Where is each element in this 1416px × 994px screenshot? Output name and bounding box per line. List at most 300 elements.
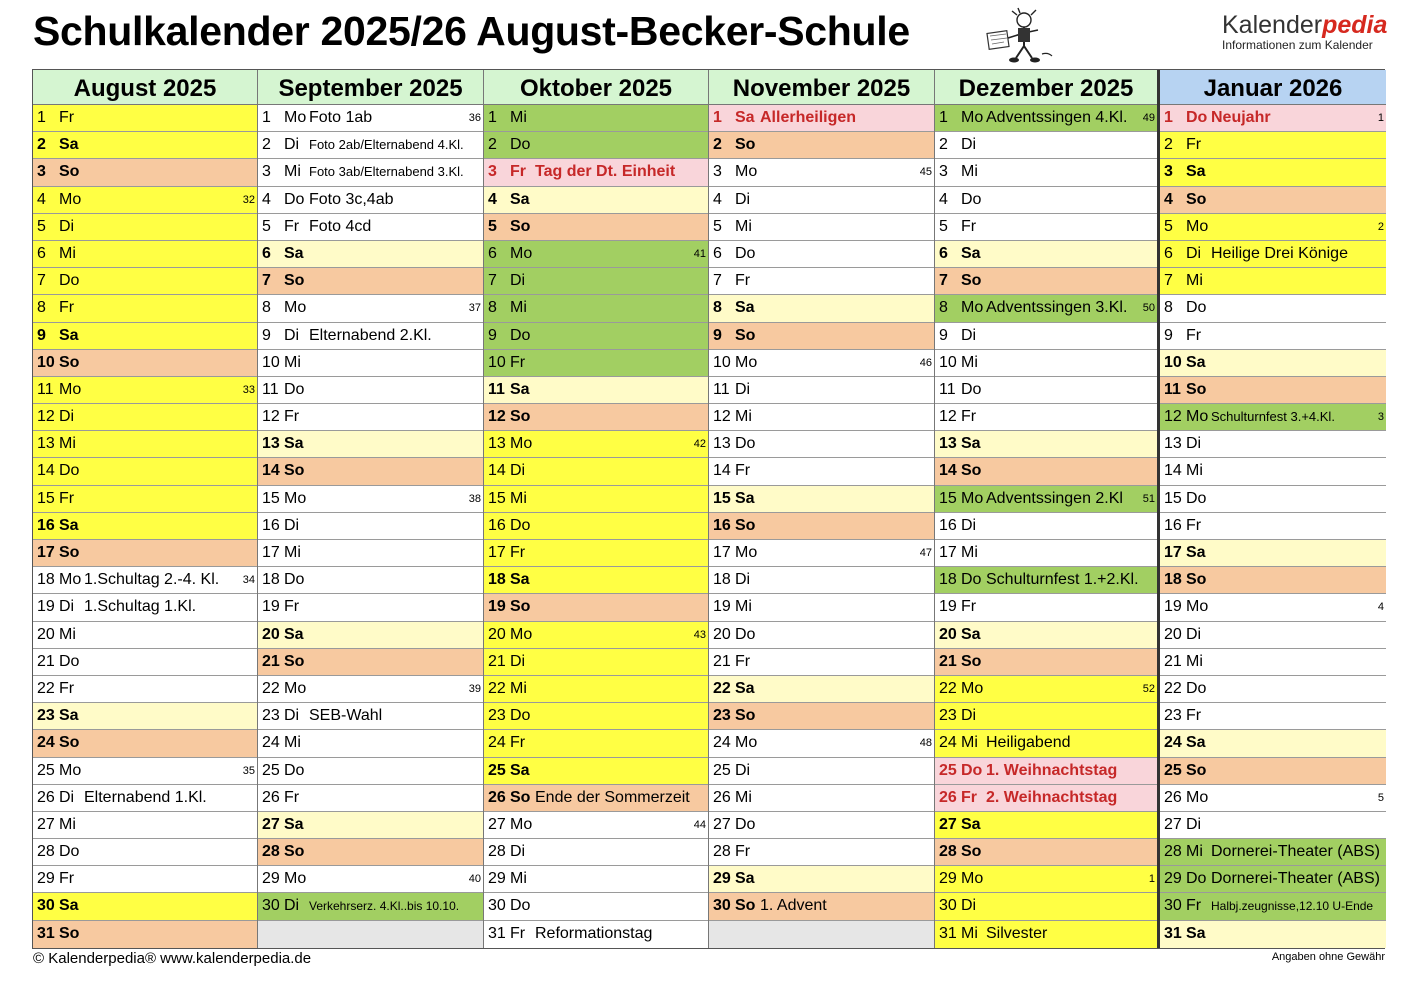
- weekday: Fr: [59, 679, 75, 697]
- day-number: 13: [488, 435, 506, 453]
- day-row: [33, 241, 257, 268]
- day-row: [258, 758, 483, 785]
- event-label: 1.Schultag 1.Kl.: [84, 598, 197, 616]
- day-number: 29: [488, 870, 506, 888]
- weekday: Fr: [510, 353, 526, 371]
- day-row: [33, 567, 257, 594]
- day-row: [709, 295, 934, 322]
- day-number: 16: [488, 516, 506, 534]
- weekday: Mi: [1186, 652, 1203, 670]
- day-number: 9: [37, 326, 46, 344]
- weekday: Mo: [59, 190, 82, 208]
- weekday: Di: [1186, 244, 1202, 262]
- day-row: [258, 187, 483, 214]
- day-row: [935, 431, 1157, 458]
- day-row: [935, 350, 1157, 377]
- weekday: Di: [510, 652, 526, 670]
- weekday: Di: [284, 897, 300, 915]
- day-row: [935, 758, 1157, 785]
- weekday: Fr: [961, 217, 977, 235]
- weekday: Mi: [961, 734, 978, 752]
- day-row: [1160, 866, 1386, 893]
- day-number: 11: [939, 380, 956, 398]
- day-number: 11: [1164, 380, 1181, 398]
- weekday: Sa: [1186, 544, 1206, 561]
- day-row: [709, 350, 934, 377]
- weekday: Mi: [59, 815, 76, 833]
- weekday: So: [1186, 571, 1207, 589]
- day-number: 22: [488, 679, 506, 697]
- weekday: So: [1186, 761, 1207, 779]
- day-number: 2: [1164, 136, 1173, 154]
- day-row: [709, 431, 934, 458]
- day-number: 17: [488, 544, 506, 561]
- day-row: [258, 323, 483, 350]
- weekday: Mo: [735, 734, 758, 752]
- weekday: Do: [735, 435, 756, 453]
- day-row: [935, 268, 1157, 295]
- day-number: 21: [262, 652, 280, 670]
- day-number: 26: [1164, 788, 1182, 806]
- weekday: Mi: [735, 408, 752, 426]
- weekday: Mo: [961, 679, 984, 697]
- day-row: [33, 132, 257, 159]
- day-number: 3: [1164, 163, 1173, 181]
- day-number: 11: [713, 380, 730, 398]
- weekday: Di: [510, 462, 526, 480]
- day-row: [709, 594, 934, 621]
- event-label: Ende der Sommerzeit: [535, 788, 690, 806]
- day-row: [709, 567, 934, 594]
- holiday-label: 1. Weihnachtstag: [986, 761, 1118, 779]
- day-number: 24: [262, 734, 280, 752]
- day-row: [1160, 241, 1386, 268]
- day-number: 20: [1164, 625, 1182, 643]
- day-number: 25: [713, 761, 731, 779]
- day-number: 18: [488, 571, 506, 589]
- day-number: 29: [713, 870, 731, 888]
- day-row: [33, 730, 257, 757]
- day-row: [258, 594, 483, 621]
- day-row: [709, 214, 934, 241]
- event-label: Halbj.zeugnisse,12.10 U-Ende: [1211, 899, 1374, 914]
- weekday: Mo: [735, 353, 758, 371]
- weekday: Fr: [961, 598, 977, 616]
- weekday: So: [735, 516, 756, 534]
- weekday: Di: [961, 136, 977, 154]
- weekday: Mo: [59, 380, 82, 398]
- weekday: Fr: [284, 598, 300, 616]
- weekday: Mi: [961, 924, 978, 942]
- page-title: Schulkalender 2025/26 August-Becker-Schule: [33, 8, 910, 54]
- day-row: [1160, 758, 1386, 785]
- day-row: [1160, 785, 1386, 812]
- weekday: Sa: [59, 707, 79, 725]
- weekday: So: [510, 408, 531, 426]
- day-number: 23: [713, 707, 731, 725]
- week-number: 1: [1148, 873, 1155, 886]
- day-number: 27: [939, 815, 957, 833]
- weekday: Fr: [59, 109, 75, 126]
- day-row: [258, 132, 483, 159]
- day-row: [935, 486, 1157, 513]
- day-number: 11: [262, 380, 279, 398]
- weekday: So: [59, 163, 80, 181]
- day-row: [935, 622, 1157, 649]
- day-number: 7: [37, 272, 46, 290]
- weekday: Fr: [510, 924, 526, 942]
- day-number: 10: [713, 353, 731, 371]
- weekday: Mi: [735, 598, 752, 616]
- day-row: [484, 187, 708, 214]
- day-number: 3: [262, 163, 271, 181]
- weekday: Mo: [961, 109, 984, 126]
- day-row: [935, 241, 1157, 268]
- day-row: [484, 839, 708, 866]
- day-row: [709, 105, 934, 132]
- weekday: Do: [510, 897, 531, 915]
- day-number: 15: [37, 489, 55, 507]
- week-number: 34: [242, 574, 255, 587]
- day-row: [709, 132, 934, 159]
- day-row: [33, 295, 257, 322]
- day-number: 17: [1164, 544, 1182, 561]
- event-label: Adventssingen 3.Kl.: [986, 299, 1128, 317]
- day-row: [1160, 431, 1386, 458]
- weekday: Do: [961, 190, 982, 208]
- weekday: Mo: [510, 435, 533, 453]
- day-number: 10: [488, 353, 506, 371]
- day-row: [258, 893, 483, 920]
- day-number: 3: [713, 163, 722, 181]
- day-number: 13: [37, 435, 55, 453]
- day-number: 22: [37, 679, 55, 697]
- day-row: [33, 839, 257, 866]
- weekday: Di: [961, 516, 977, 534]
- day-number: 30: [939, 897, 957, 915]
- day-number: 13: [713, 435, 731, 453]
- day-number: 19: [939, 598, 957, 616]
- day-row: [1160, 268, 1386, 295]
- day-number: 2: [713, 136, 722, 154]
- weekday: Fr: [1186, 136, 1202, 154]
- day-number: 24: [713, 734, 731, 752]
- day-row: [935, 921, 1157, 948]
- day-number: 21: [939, 652, 957, 670]
- day-row: [935, 893, 1157, 920]
- weekday: Sa: [735, 299, 755, 317]
- day-row: [484, 758, 708, 785]
- event-label: Elternabend 2.Kl.: [309, 326, 432, 344]
- day-row: [33, 431, 257, 458]
- event-label: Foto 3ab/Elternabend 3.Kl.: [309, 164, 464, 180]
- month-header: August 2025: [33, 70, 257, 105]
- day-number: 3: [37, 163, 46, 181]
- day-row: [258, 676, 483, 703]
- weekday: Mi: [961, 163, 978, 181]
- day-number: 6: [1164, 244, 1173, 262]
- day-number: 7: [262, 272, 271, 290]
- weekday: Fr: [510, 544, 526, 561]
- day-row: [33, 812, 257, 839]
- day-row: [1160, 458, 1386, 485]
- weekday: Fr: [59, 489, 75, 507]
- day-number: 3: [488, 163, 497, 181]
- day-row: [33, 866, 257, 893]
- weekday: Sa: [510, 571, 530, 589]
- day-number: 4: [37, 190, 46, 208]
- day-row: [709, 785, 934, 812]
- weekday: Mo: [961, 870, 984, 888]
- day-row: [258, 295, 483, 322]
- day-number: 26: [488, 788, 506, 806]
- day-row: [258, 377, 483, 404]
- weekday: Fr: [1186, 516, 1202, 534]
- weekday: Fr: [1186, 897, 1202, 915]
- day-row: [258, 241, 483, 268]
- weekday: Mo: [284, 109, 307, 126]
- month-column: [935, 70, 1160, 948]
- weekday: Fr: [284, 788, 300, 806]
- day-number: 24: [1164, 734, 1182, 752]
- day-number: 18: [37, 571, 55, 589]
- weekday: Do: [1186, 489, 1207, 507]
- weekday: Mo: [1186, 408, 1209, 426]
- weekday: Mi: [510, 679, 527, 697]
- day-number: 1: [939, 109, 948, 126]
- day-row: [935, 866, 1157, 893]
- month-header: Oktober 2025: [484, 70, 708, 105]
- day-number: 30: [37, 897, 55, 915]
- weekday: Do: [59, 843, 80, 861]
- day-row: [33, 622, 257, 649]
- event-label: Dornerei-Theater (ABS): [1211, 870, 1380, 888]
- day-row: [484, 268, 708, 295]
- day-row: [484, 622, 708, 649]
- weekday: Di: [1186, 625, 1202, 643]
- weekday: Sa: [1186, 734, 1206, 752]
- weekday: Fr: [735, 843, 751, 861]
- day-number: 31: [37, 924, 55, 942]
- weekday: Mi: [284, 734, 301, 752]
- weekday: So: [59, 734, 80, 752]
- day-row: [33, 323, 257, 350]
- day-row: [258, 214, 483, 241]
- weekday: Mo: [284, 299, 307, 317]
- day-row: [484, 812, 708, 839]
- day-row: [1160, 594, 1386, 621]
- day-number: 19: [488, 598, 506, 616]
- footer-disclaimer: Angaben ohne Gewähr: [1271, 951, 1385, 963]
- day-row: [258, 513, 483, 540]
- day-number: 22: [262, 679, 280, 697]
- weekday: Sa: [510, 380, 530, 398]
- day-number: 5: [262, 217, 271, 235]
- event-label: Heilige Drei Könige: [1211, 244, 1348, 262]
- day-row: [258, 785, 483, 812]
- week-number: 3: [1377, 411, 1384, 424]
- event-label: Dornerei-Theater (ABS): [1211, 843, 1380, 861]
- day-row: [484, 866, 708, 893]
- day-number: 15: [1164, 489, 1182, 507]
- day-row: [484, 431, 708, 458]
- day-number: 2: [939, 136, 948, 154]
- weekday: Sa: [735, 489, 755, 507]
- weekday: Di: [735, 761, 751, 779]
- weekday: Di: [284, 707, 300, 725]
- holiday-label: Tag der Dt. Einheit: [535, 163, 676, 181]
- week-number: 49: [1142, 112, 1155, 124]
- day-row: [484, 350, 708, 377]
- weekday: Fr: [284, 217, 300, 235]
- day-row: [1160, 377, 1386, 404]
- day-number: 19: [262, 598, 280, 616]
- day-row: [935, 295, 1157, 322]
- day-row: [33, 105, 257, 132]
- month-column: [1160, 70, 1386, 948]
- day-row: [484, 921, 708, 948]
- day-number: 4: [713, 190, 722, 208]
- weekday: Fr: [59, 870, 75, 888]
- weekday: So: [59, 544, 80, 561]
- day-row: [1160, 703, 1386, 730]
- day-number: 26: [939, 788, 957, 806]
- day-row: [484, 730, 708, 757]
- day-row: [484, 649, 708, 676]
- week-number: 51: [1142, 492, 1155, 505]
- weekday: Do: [510, 136, 531, 154]
- week-number: 33: [242, 383, 255, 396]
- day-row: [709, 404, 934, 431]
- weekday: Sa: [510, 190, 530, 208]
- day-number: 20: [37, 625, 55, 643]
- day-row: [1160, 404, 1386, 431]
- day-number: 15: [713, 489, 731, 507]
- weekday: So: [59, 924, 80, 942]
- weekday: Mi: [961, 353, 978, 371]
- day-row: [258, 105, 483, 132]
- weekday: So: [735, 897, 756, 915]
- day-number: 14: [262, 462, 280, 480]
- weekday: Mi: [735, 217, 752, 235]
- month-column: [484, 70, 709, 948]
- day-number: 16: [939, 516, 957, 534]
- day-number: 12: [939, 408, 957, 426]
- day-number: 16: [262, 516, 280, 534]
- day-number: 9: [1164, 326, 1173, 344]
- day-number: 31: [1164, 924, 1182, 942]
- day-row: [709, 676, 934, 703]
- month-column: [33, 70, 258, 948]
- weekday: Di: [735, 571, 751, 589]
- day-number: 22: [939, 679, 957, 697]
- weekday: So: [59, 353, 80, 371]
- day-number: 22: [1164, 679, 1182, 697]
- day-number: 28: [939, 843, 957, 861]
- weekday: Sa: [59, 136, 79, 154]
- day-row: [709, 323, 934, 350]
- weekday: Di: [284, 516, 300, 534]
- weekday: Mo: [1186, 598, 1209, 616]
- day-number: 18: [939, 571, 957, 589]
- weekday: Do: [961, 571, 982, 589]
- day-number: 11: [37, 380, 54, 398]
- day-number: 20: [713, 625, 731, 643]
- day-number: 10: [37, 353, 55, 371]
- weekday: Di: [59, 598, 75, 616]
- day-number: 1: [713, 109, 722, 126]
- weekday: Do: [510, 516, 531, 534]
- day-row: [935, 676, 1157, 703]
- weekday: Mi: [284, 353, 301, 371]
- day-row: [33, 758, 257, 785]
- holiday-label: Allerheiligen: [760, 109, 857, 126]
- day-row: [484, 785, 708, 812]
- weekday: Di: [510, 272, 526, 290]
- day-row: [935, 839, 1157, 866]
- weekday: Mo: [1186, 217, 1209, 235]
- day-row: [709, 458, 934, 485]
- day-number: 2: [37, 136, 46, 154]
- day-row: [258, 730, 483, 757]
- day-row: [1160, 730, 1386, 757]
- weekday: Do: [961, 761, 983, 779]
- day-number: 27: [262, 815, 280, 833]
- weekday: So: [961, 843, 982, 861]
- day-row: [258, 159, 483, 186]
- weekday: Fr: [735, 652, 751, 670]
- day-row: [33, 921, 257, 948]
- day-number: 6: [713, 244, 722, 262]
- weekday: Mo: [284, 489, 307, 507]
- day-number: 17: [939, 544, 957, 561]
- day-row: [484, 703, 708, 730]
- weekday: Mi: [1186, 843, 1203, 861]
- day-row: [484, 105, 708, 132]
- day-number: 26: [262, 788, 280, 806]
- day-number: 16: [1164, 516, 1182, 534]
- day-number: 30: [262, 897, 280, 915]
- day-number: 21: [488, 652, 506, 670]
- day-number: 3: [939, 163, 948, 181]
- day-row: [484, 486, 708, 513]
- day-number: 14: [37, 462, 55, 480]
- day-row: [935, 159, 1157, 186]
- day-number: 1: [262, 109, 271, 126]
- weekday: Mi: [284, 163, 301, 181]
- event-label: Schulturnfest 1.+2.Kl.: [986, 571, 1139, 589]
- kalenderpedia-logo[interactable]: [1222, 12, 1386, 52]
- day-number: 12: [488, 408, 506, 426]
- day-row: [258, 622, 483, 649]
- weekday: Fr: [961, 408, 977, 426]
- day-row: [33, 676, 257, 703]
- day-number: 8: [262, 299, 271, 317]
- day-row: [709, 241, 934, 268]
- day-number: 17: [262, 544, 280, 561]
- week-number: 42: [693, 438, 706, 451]
- weekday: Di: [59, 217, 75, 235]
- day-number: 16: [713, 516, 731, 534]
- week-number: 36: [468, 112, 481, 124]
- weekday: So: [510, 788, 531, 806]
- weekday: Mo: [735, 163, 758, 181]
- day-row: [258, 458, 483, 485]
- event-label: Schulturnfest 3.+4.Kl.: [1211, 409, 1335, 425]
- day-number: 29: [939, 870, 957, 888]
- day-row: [709, 268, 934, 295]
- day-row: [1160, 513, 1386, 540]
